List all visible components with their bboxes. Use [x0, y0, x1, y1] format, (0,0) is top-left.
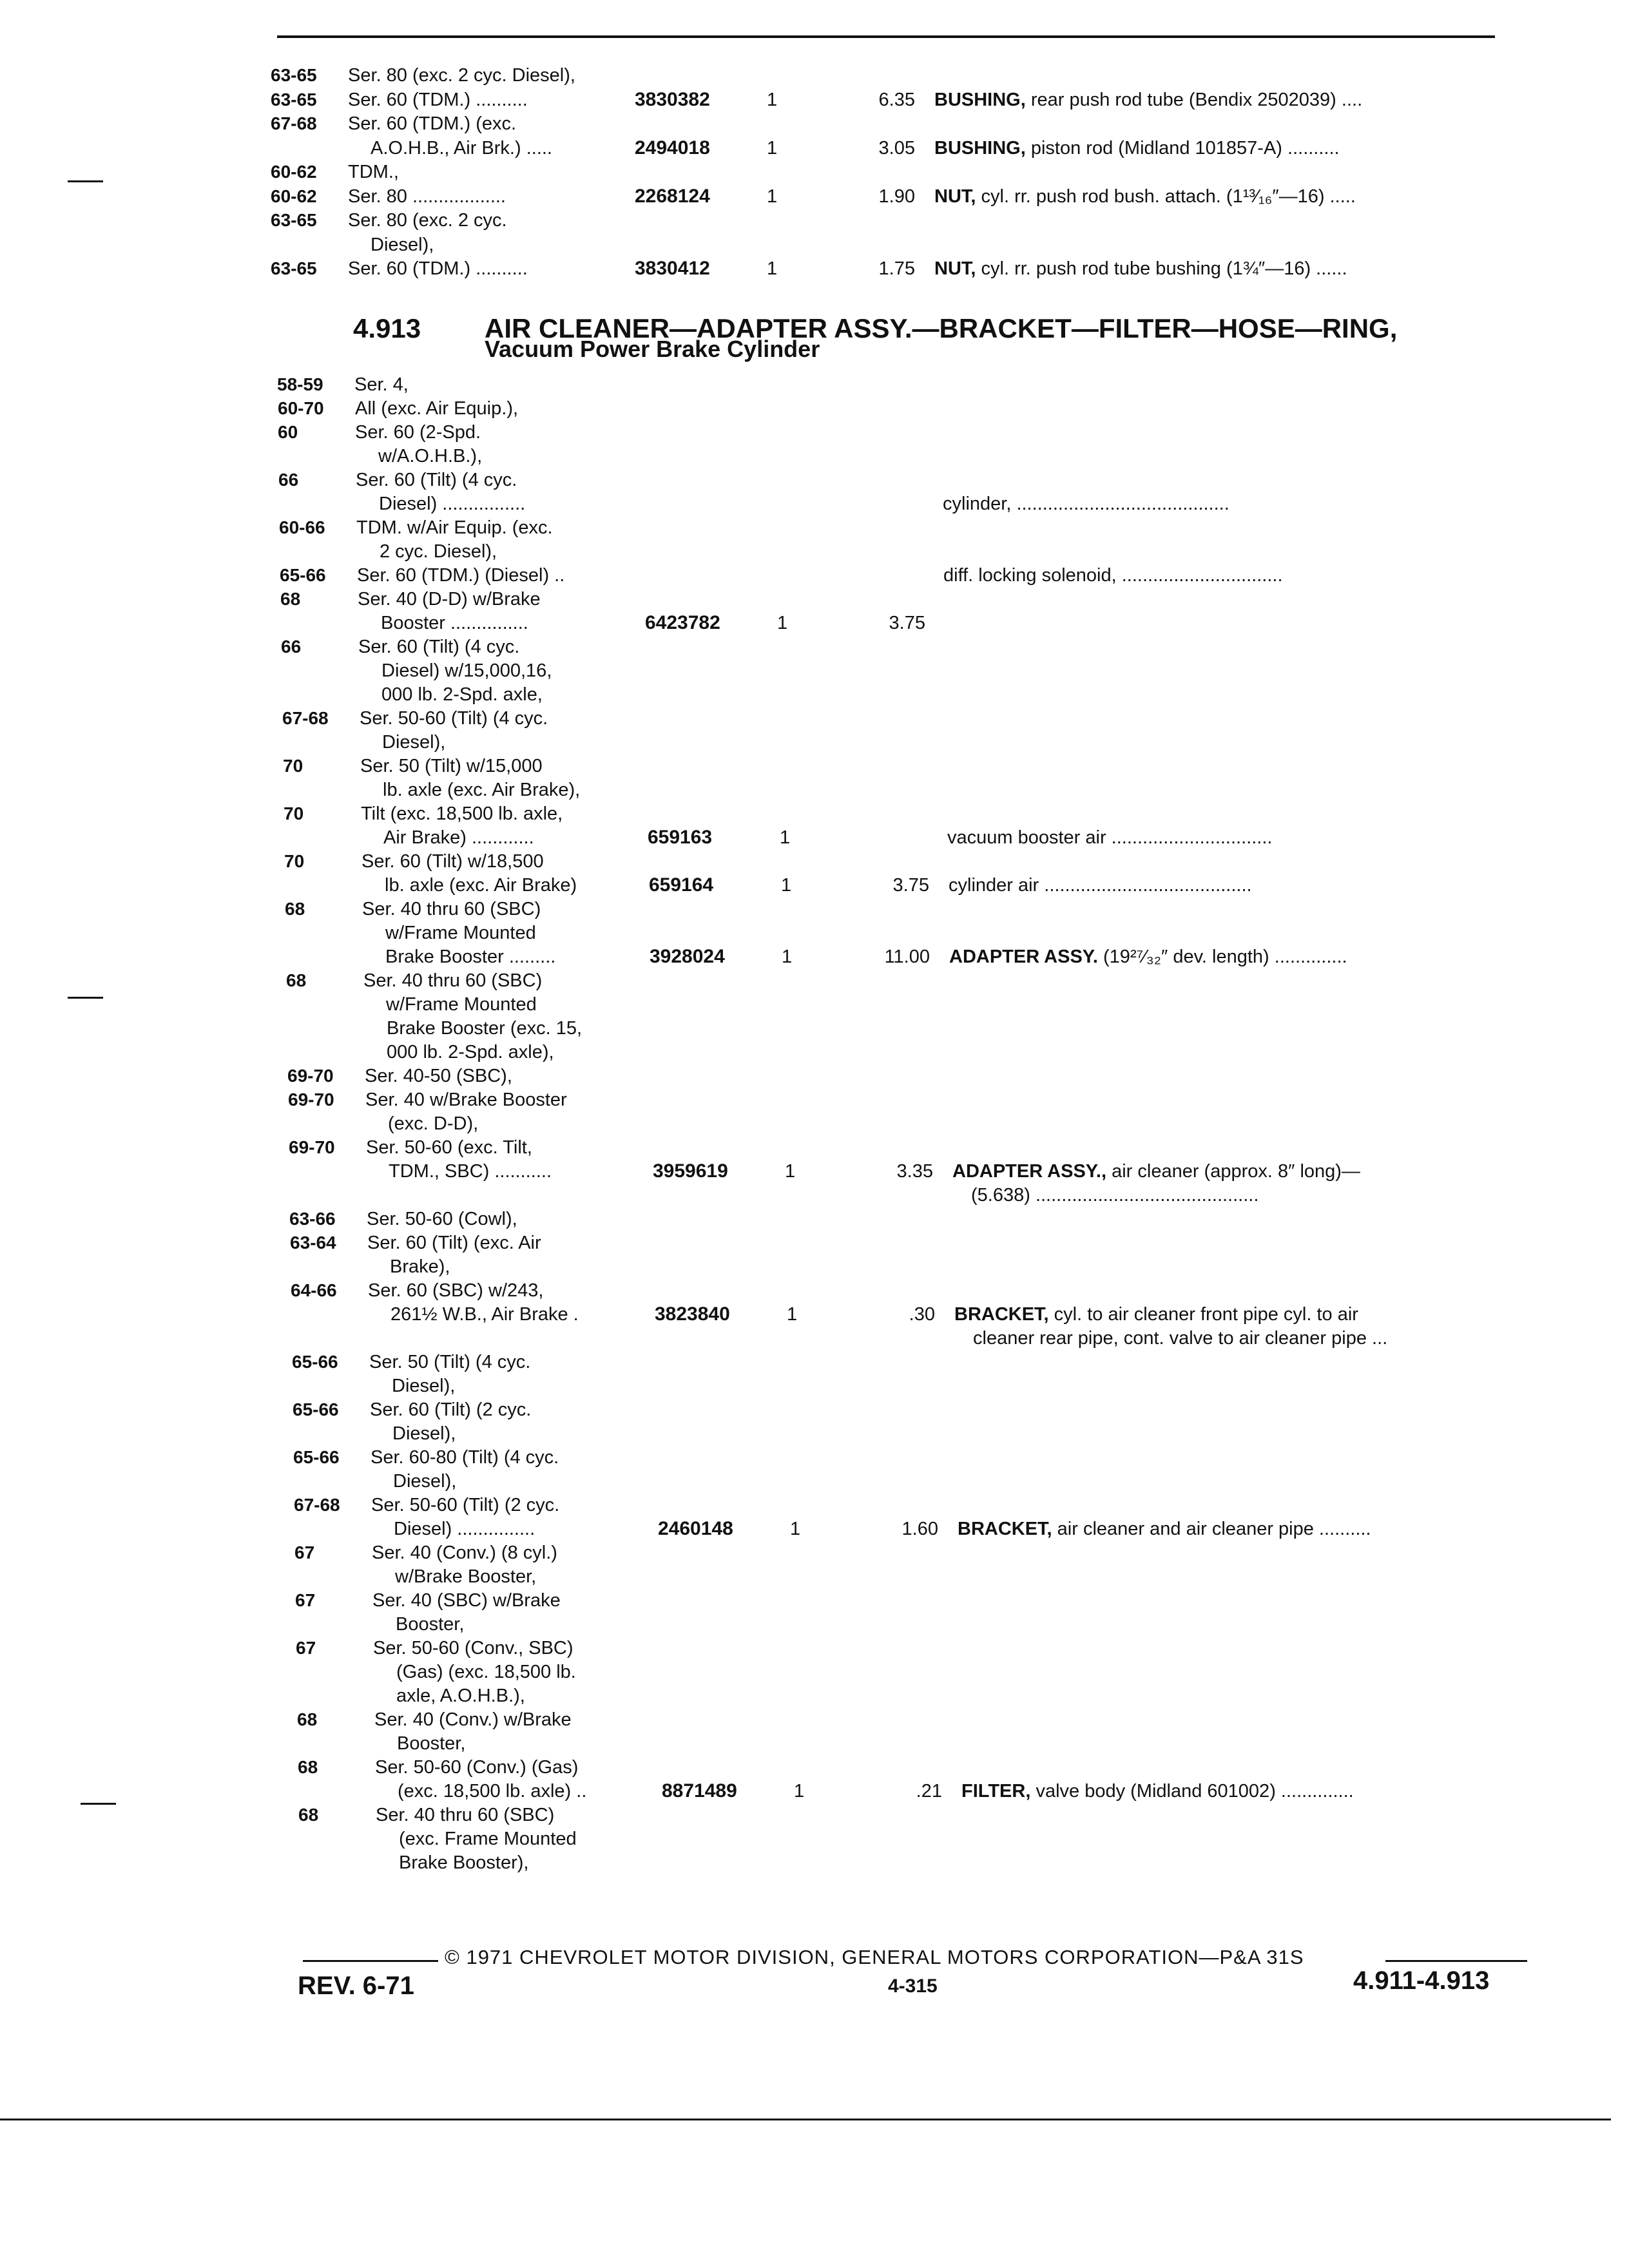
model-years: 60 — [278, 422, 298, 442]
application: Booster ............... — [381, 613, 528, 633]
application: Diesel) w/15,000,16, — [381, 660, 552, 681]
item-description: cyl. rr. push rod tube bushing (1¾″—16) ...... — [976, 258, 1347, 279]
description — [934, 258, 1347, 280]
application: Ser. 60 (SBC) w/243, — [368, 1280, 544, 1301]
list-price: 1.60 — [901, 1519, 938, 1539]
item-name: BUSHING, — [934, 89, 1026, 110]
application: TDM. w/Air Equip. (exc. — [356, 517, 553, 538]
copyright-notice: © 1971 CHEVROLET MOTOR DIVISION, GENERAL MOTORS CORPORATION—P&A 31S — [445, 1946, 1304, 1968]
application: Ser. 60 (Tilt) (4 cyc. — [358, 637, 520, 657]
item-name: NUT, — [934, 258, 976, 279]
model-years: 67 — [295, 1590, 316, 1610]
item-description: (5.638) ........................................... — [971, 1185, 1259, 1206]
model-years: 58-59 — [277, 374, 323, 394]
description — [934, 137, 1340, 159]
description — [952, 1160, 1360, 1182]
margin-mark — [68, 997, 103, 999]
item-description: vacuum booster air ............................... — [947, 827, 1273, 848]
application: lb. axle (exc. Air Brake), — [383, 780, 581, 800]
model-years: 70 — [283, 756, 304, 776]
item-description: cyl. to air cleaner front pipe cyl. to air — [1048, 1304, 1358, 1325]
item-name: BRACKET, — [954, 1304, 1049, 1325]
section-number: 4.913 — [353, 313, 421, 343]
application: Ser. 50-60 (Conv., SBC) — [373, 1638, 574, 1658]
model-years: 68 — [280, 589, 301, 609]
item-description: cylinder air ........................................ — [949, 875, 1252, 896]
application: Diesel), — [392, 1376, 456, 1396]
application: Ser. 50 (Tilt) w/15,000 — [360, 756, 543, 776]
model-years: 60-62 — [271, 186, 317, 206]
part-number: 8871489 — [662, 1780, 737, 1802]
list-price: 6.35 — [878, 89, 915, 110]
list-price: .30 — [909, 1304, 935, 1325]
application: TDM., SBC) ........... — [389, 1161, 552, 1182]
model-years: 66 — [281, 637, 302, 657]
model-years: 68 — [286, 970, 307, 990]
quantity: 1 — [790, 1519, 801, 1539]
description — [949, 874, 1252, 896]
item-description: rear push rod tube (Bendix 2502039) .... — [1025, 89, 1363, 110]
part-number: 659163 — [648, 827, 713, 848]
application: Ser. 60-80 (Tilt) (4 cyc. — [371, 1447, 559, 1468]
model-years: 65-66 — [280, 565, 326, 585]
application: A.O.H.B., Air Brk.) ..... — [371, 137, 552, 159]
application: Ser. 40 w/Brake Booster — [365, 1090, 567, 1110]
part-number: 659164 — [649, 874, 714, 896]
description — [947, 827, 1272, 849]
revision-date: REV. 6-71 — [298, 1972, 414, 2000]
model-years: 69-70 — [287, 1066, 334, 1086]
application: Booster, — [397, 1733, 466, 1754]
application: Diesel) ................ — [379, 494, 526, 514]
item-name: FILTER, — [961, 1781, 1031, 1802]
footer-rule-right — [1385, 1960, 1527, 1962]
application: Ser. 60 (2-Spd. — [355, 422, 481, 443]
application: Ser. 60 (Tilt) w/18,500 — [361, 851, 544, 872]
section-range: 4.911-4.913 — [1353, 1966, 1490, 1995]
application: Brake Booster ......... — [385, 947, 556, 967]
quantity: 1 — [777, 613, 788, 633]
item-description: air cleaner (approx. 8″ long)— — [1106, 1161, 1360, 1182]
application: Ser. 50-60 (Cowl), — [367, 1209, 517, 1229]
application: Ser. 40 thru 60 (SBC) — [376, 1805, 555, 1825]
description — [943, 564, 1283, 586]
model-years: 63-65 — [271, 65, 317, 85]
item-name: BUSHING, — [934, 137, 1026, 159]
application: 2 cyc. Diesel), — [380, 541, 497, 562]
list-price: 1.90 — [878, 186, 915, 207]
application: (exc. Frame Mounted — [399, 1829, 577, 1849]
part-number: 6423782 — [645, 612, 720, 633]
quantity: 1 — [785, 1161, 796, 1182]
part-number: 2494018 — [635, 137, 710, 159]
margin-mark — [81, 1803, 116, 1805]
margin-mark — [68, 180, 103, 182]
model-years: 68 — [297, 1709, 318, 1729]
item-description: (19²⁷⁄₃₂″ dev. length) .............. — [1097, 947, 1347, 967]
application: Ser. 50 (Tilt) (4 cyc. — [369, 1352, 531, 1372]
application: Ser. 60 (Tilt) (exc. Air — [367, 1233, 541, 1253]
application: Diesel), — [393, 1471, 457, 1492]
application: w/Frame Mounted — [385, 923, 536, 943]
model-years: 67-68 — [271, 113, 317, 133]
application: w/A.O.H.B.), — [378, 446, 483, 466]
application: Diesel), — [392, 1423, 456, 1444]
model-years: 68 — [285, 899, 305, 919]
description — [943, 493, 1229, 515]
quantity: 1 — [787, 1304, 798, 1325]
model-years: 60-70 — [278, 398, 324, 418]
model-years: 66 — [278, 470, 299, 490]
application: 000 lb. 2-Spd. axle, — [381, 684, 543, 705]
application: Ser. 4, — [354, 374, 409, 395]
description — [949, 946, 1347, 968]
model-years: 70 — [284, 803, 304, 823]
model-years: 60-62 — [271, 162, 317, 182]
quantity: 1 — [780, 827, 791, 848]
list-price: .21 — [916, 1781, 942, 1802]
quantity: 1 — [767, 137, 778, 159]
application: Ser. 50-60 (Tilt) (4 cyc. — [360, 708, 548, 729]
item-name: BRACKET, — [958, 1519, 1052, 1539]
item-description: piston rod (Midland 101857-A) .......... — [1025, 137, 1340, 159]
application: Ser. 80 .................. — [348, 186, 506, 207]
application: Ser. 50-60 (exc. Tilt, — [366, 1137, 532, 1158]
model-years: 68 — [298, 1757, 318, 1777]
application: Ser. 40-50 (SBC), — [365, 1066, 512, 1086]
application: Tilt (exc. 18,500 lb. axle, — [361, 803, 563, 824]
model-years: 63-65 — [271, 89, 317, 110]
application: Brake Booster), — [399, 1852, 529, 1873]
part-number: 3830412 — [635, 258, 710, 279]
quantity: 1 — [781, 875, 792, 896]
application: Brake), — [390, 1256, 450, 1277]
application: Ser. 40 (D-D) w/Brake — [358, 589, 541, 610]
application: Ser. 80 (exc. 2 cyc. Diesel), — [348, 65, 575, 86]
application: Air Brake) ............ — [383, 827, 534, 848]
application: Ser. 60 (TDM.) (exc. — [348, 113, 517, 134]
application: TDM., — [348, 162, 399, 182]
page-number: 4-315 — [888, 1975, 938, 1997]
quantity: 1 — [767, 89, 778, 110]
item-description: diff. locking solenoid, ............................... — [943, 565, 1283, 586]
application: Brake Booster (exc. 15, — [387, 1018, 583, 1039]
description — [934, 89, 1362, 111]
application: axle, A.O.H.B.), — [396, 1686, 525, 1706]
list-price: 3.05 — [878, 137, 915, 159]
item-description: valve body (Midland 601002) .............. — [1030, 1781, 1354, 1802]
item-name: ADAPTER ASSY. — [949, 947, 1098, 967]
model-years: 67-68 — [294, 1495, 340, 1515]
part-number: 3959619 — [653, 1160, 728, 1182]
description — [934, 186, 1356, 207]
application: Ser. 60 (TDM.) .......... — [348, 258, 528, 279]
quantity: 1 — [767, 258, 778, 279]
item-name: ADAPTER ASSY., — [952, 1161, 1107, 1182]
list-price: 1.75 — [878, 258, 915, 279]
application: (exc. D-D), — [388, 1113, 479, 1134]
item-description: cleaner rear pipe, cont. valve to air cleaner pipe ... — [973, 1328, 1388, 1349]
bottom-rule — [0, 2119, 1611, 2120]
list-price: 3.75 — [889, 613, 925, 633]
item-description: air cleaner and air cleaner pipe .......... — [1052, 1519, 1371, 1539]
application: (Gas) (exc. 18,500 lb. — [396, 1662, 576, 1682]
application: (exc. 18,500 lb. axle) .. — [398, 1781, 587, 1802]
model-years: 63-65 — [271, 258, 317, 278]
description — [954, 1303, 1358, 1325]
footer-rule-left — [303, 1960, 438, 1962]
application: w/Frame Mounted — [386, 994, 537, 1015]
quantity: 1 — [782, 947, 793, 967]
section-title: AIR CLEANER—ADAPTER ASSY.—BRACKET—FILTER—HOSE—RING, — [485, 313, 1398, 343]
application: All (exc. Air Equip.), — [355, 398, 519, 419]
application: Diesel), — [371, 234, 434, 255]
part-number: 2460148 — [658, 1518, 733, 1539]
list-price: 11.00 — [884, 947, 930, 967]
part-number: 2268124 — [635, 185, 710, 207]
application: Ser. 60 (TDM.) (Diesel) .. — [357, 565, 565, 586]
model-years: 69-70 — [288, 1090, 334, 1110]
section-subtitle: Vacuum Power Brake Cylinder — [485, 336, 820, 362]
application: Ser. 60 (Tilt) (4 cyc. — [356, 470, 517, 490]
model-years: 69-70 — [289, 1137, 335, 1157]
application: Ser. 80 (exc. 2 cyc. — [348, 210, 507, 231]
model-years: 63-66 — [289, 1209, 336, 1229]
item-name: NUT, — [934, 186, 976, 207]
application: Ser. 40 (Conv.) (8 cyl.) — [372, 1542, 557, 1563]
model-years: 67 — [296, 1638, 316, 1658]
top-rule — [277, 35, 1495, 38]
part-number: 3823840 — [655, 1303, 730, 1325]
list-price: 3.35 — [896, 1161, 933, 1182]
model-years: 63-65 — [271, 210, 317, 230]
model-years: 60-66 — [279, 517, 325, 537]
application: Diesel) ............... — [394, 1519, 535, 1539]
description — [961, 1780, 1354, 1802]
model-years: 65-66 — [292, 1352, 338, 1372]
application: Ser. 60 (Tilt) (2 cyc. — [370, 1399, 532, 1420]
application: 000 lb. 2-Spd. axle), — [387, 1042, 554, 1062]
application: Ser. 40 (Conv.) w/Brake — [374, 1709, 572, 1730]
list-price: 3.75 — [892, 875, 929, 896]
quantity: 1 — [794, 1781, 805, 1802]
application: Diesel), — [382, 732, 446, 753]
application: Booster, — [396, 1614, 465, 1635]
application: 261½ W.B., Air Brake . — [390, 1304, 579, 1325]
model-years: 65-66 — [293, 1399, 339, 1419]
item-description: cyl. rr. push rod bush. attach. (1¹³⁄₁₆″—16) ..... — [976, 186, 1356, 207]
description — [973, 1327, 1387, 1349]
description — [971, 1184, 1258, 1206]
model-years: 64-66 — [291, 1280, 337, 1300]
model-years: 70 — [284, 851, 305, 871]
application: Ser. 40 (SBC) w/Brake — [372, 1590, 561, 1611]
model-years: 67 — [294, 1542, 315, 1562]
part-number: 3928024 — [650, 946, 725, 967]
item-description: cylinder, ......................................... — [943, 494, 1229, 514]
application: Ser. 40 thru 60 (SBC) — [363, 970, 543, 991]
quantity: 1 — [767, 186, 778, 207]
model-years: 68 — [298, 1805, 319, 1825]
model-years: 67-68 — [282, 708, 329, 728]
application: Ser. 50-60 (Conv.) (Gas) — [375, 1757, 579, 1778]
application: Ser. 40 thru 60 (SBC) — [362, 899, 541, 919]
part-number: 3830382 — [635, 88, 710, 110]
application: Ser. 50-60 (Tilt) (2 cyc. — [371, 1495, 560, 1515]
application: lb. axle (exc. Air Brake) — [385, 875, 577, 896]
application: Ser. 60 (TDM.) .......... — [348, 89, 528, 110]
model-years: 63-64 — [290, 1233, 336, 1253]
model-years: 65-66 — [293, 1447, 340, 1467]
description — [958, 1518, 1371, 1540]
application: w/Brake Booster, — [395, 1566, 537, 1587]
